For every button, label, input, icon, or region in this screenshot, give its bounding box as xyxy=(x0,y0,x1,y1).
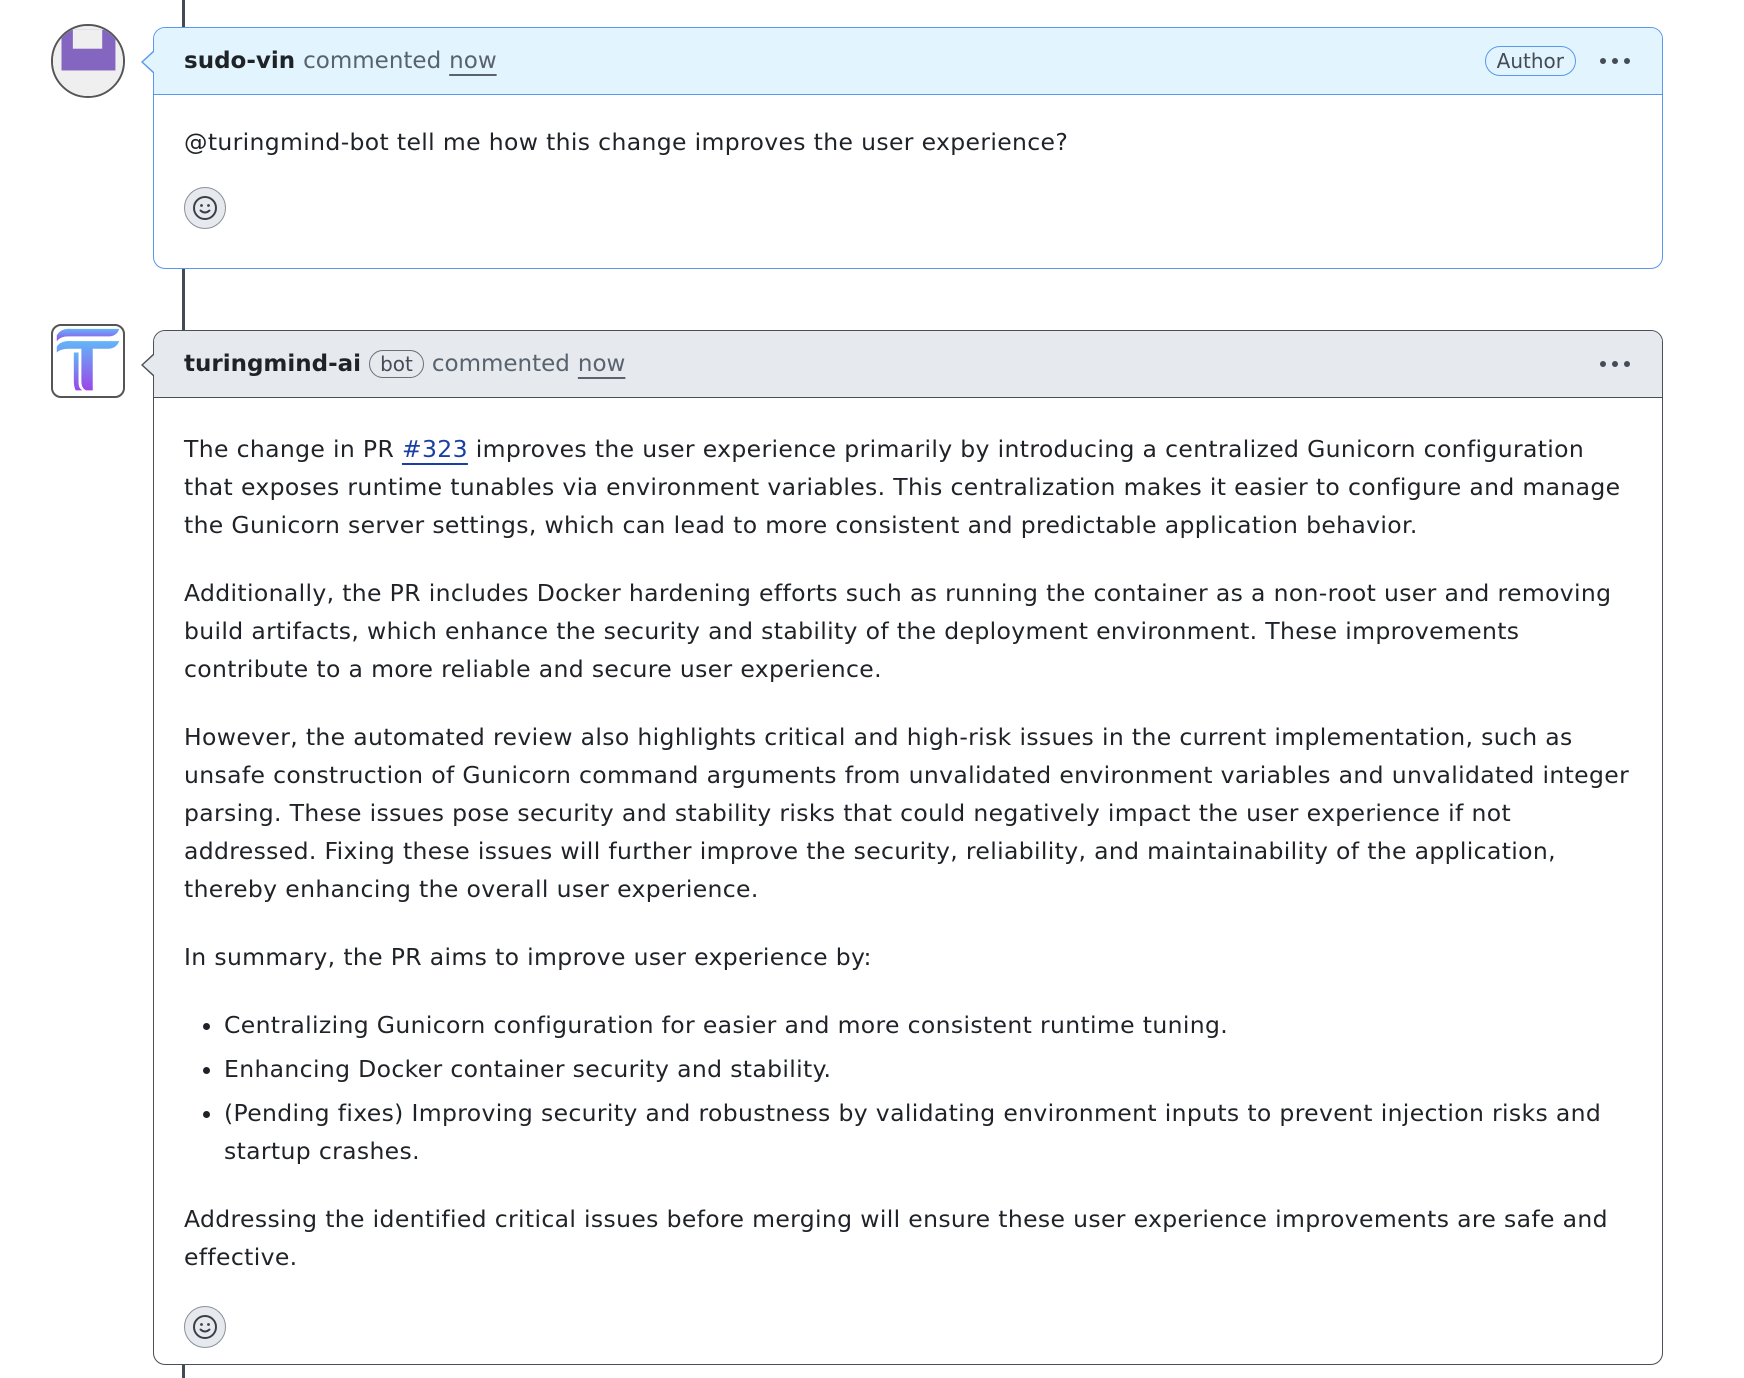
text: improves the user experience primarily by introducing a centralized Gunicorn configuration that exposes runtime tunables via environment variables. This centralization makes it easier to configure and manage the Gunicorn server settings, which can lead to more consistent and predictable application behavior. xyxy=(184,435,1621,539)
timestamp-link[interactable]: now xyxy=(449,48,497,74)
pr-link[interactable]: #323 xyxy=(401,435,468,463)
paragraph: Addressing the identified critical issues before merging will ensure these user experience improvements are safe and effective. xyxy=(184,1205,1608,1271)
smiley-icon xyxy=(192,1314,218,1340)
bot-badge: bot xyxy=(369,350,424,378)
comment-caret xyxy=(141,353,154,377)
paragraph: In summary, the PR aims to improve user experience by: xyxy=(184,943,872,971)
comment-body xyxy=(154,398,1662,1348)
list-item: • (Pending fixes) Improving security and robustness by validating environment inputs to prevent injection risks and startup crashes. xyxy=(224,1094,1630,1170)
paragraph: Additionally, the PR includes Docker hardening efforts such as running the container as a non-root user and removing build artifacts, which enhance the security and stability of the deployment environment. These improvements contribute to a more reliable and secure user experience. xyxy=(184,579,1612,683)
avatar-sudo-vin[interactable] xyxy=(51,24,125,98)
kebab-horizontal-icon[interactable] xyxy=(1598,355,1632,373)
turingmind-logo xyxy=(53,326,123,396)
comment-body xyxy=(154,95,1662,229)
paragraph xyxy=(184,430,1630,544)
action-text: commented xyxy=(431,351,570,377)
list-item: • Enhancing Docker container security and stability. xyxy=(224,1050,1630,1088)
comment-caret xyxy=(141,50,154,74)
action-text: commented xyxy=(303,48,442,74)
author-link[interactable]: turingmind-ai xyxy=(184,351,362,377)
avatar-image xyxy=(53,26,123,96)
kebab-horizontal-icon[interactable] xyxy=(1598,52,1632,70)
comment-text: @turingmind-bot tell me how this change improves the user experience? xyxy=(184,128,1069,156)
summary-list xyxy=(184,1006,1630,1170)
comment-header xyxy=(154,331,1662,398)
avatar-turingmind-ai[interactable] xyxy=(51,324,125,398)
comment-header xyxy=(154,28,1662,95)
list-item: • Centralizing Gunicorn configuration for easier and more consistent runtime tuning. xyxy=(224,1006,1630,1044)
add-reaction-button[interactable] xyxy=(184,1306,226,1348)
comment-sudo-vin xyxy=(153,27,1663,269)
author-badge: Author xyxy=(1485,46,1576,76)
timestamp-link[interactable]: now xyxy=(577,351,626,377)
smiley-icon xyxy=(192,195,218,221)
paragraph: However, the automated review also highlights critical and high-risk issues in the current implementation, such as unsafe construction of Gunicorn command arguments from unvalidated environment variables and unvalidated integer parsing. These issues pose security and stability risks that could negatively impact the user experience if not addressed. Fixing these issues will further improve the security, reliability, and maintainability of the application, thereby enhancing the overall user experience. xyxy=(184,723,1630,903)
comment-turingmind-ai xyxy=(153,330,1663,1365)
add-reaction-button[interactable] xyxy=(184,187,226,229)
text: The change in PR xyxy=(184,435,402,463)
author-link[interactable]: sudo-vin xyxy=(184,48,296,74)
